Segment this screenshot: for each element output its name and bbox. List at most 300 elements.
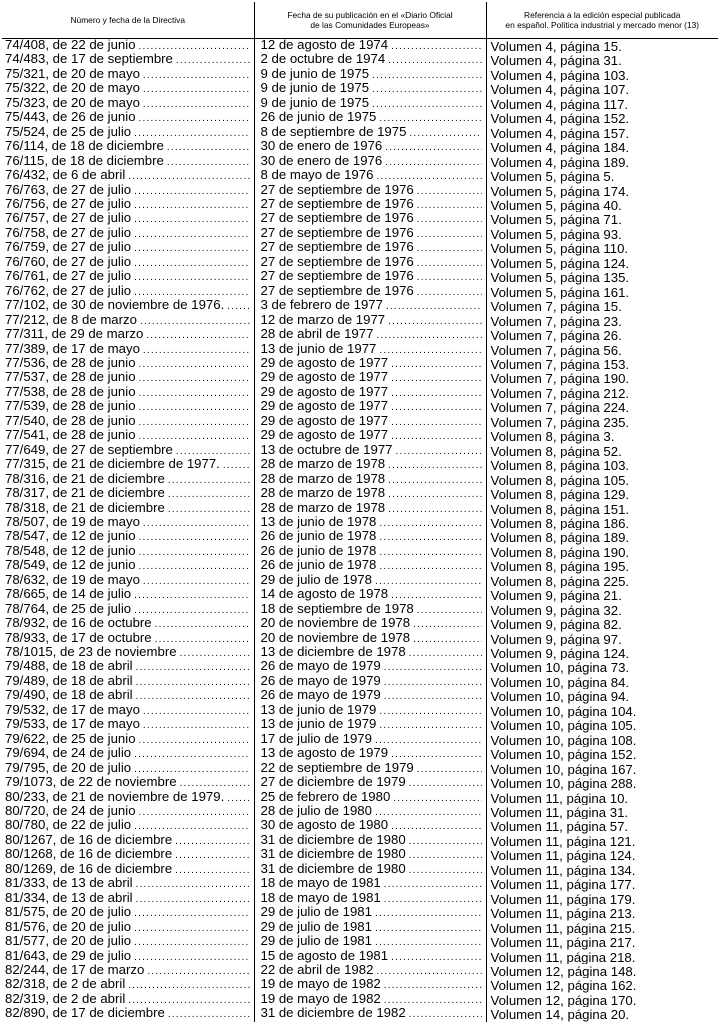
dot-leader (409, 865, 482, 877)
reference-text: Volumen 11, página 124. (490, 848, 636, 863)
publication-date-cell (254, 819, 486, 833)
dot-leader (176, 446, 250, 458)
directive-cell (2, 299, 254, 313)
dot-leader (388, 55, 481, 67)
reference-cell (486, 487, 718, 501)
table-row (2, 935, 718, 949)
dot-leader (136, 662, 250, 674)
reference-text: Volumen 8, página 190. (490, 544, 630, 560)
dot-leader (168, 489, 250, 501)
publication-date-text: 28 de marzo de 1978 (260, 472, 386, 486)
table-row (2, 617, 718, 631)
reference-cell (486, 574, 718, 588)
directive-text: 77/311, de 29 de marzo (5, 328, 144, 342)
directive-cell (2, 863, 254, 877)
reference-cell (486, 343, 718, 357)
reference-text: Volumen 4, página 157. (490, 125, 630, 141)
table-row (2, 415, 718, 429)
reference-text: Volumen 9, página 97. (490, 631, 622, 647)
reference-text: Volumen 8, página 195. (490, 559, 630, 574)
dot-leader (372, 70, 481, 82)
reference-cell (486, 314, 718, 328)
publication-date-text: 26 de mayo de 1979 (260, 660, 381, 674)
dot-leader (134, 258, 249, 270)
dot-leader (388, 316, 481, 328)
directive-cell (2, 155, 254, 169)
reference-cell (486, 502, 718, 516)
dot-leader (136, 894, 250, 906)
publication-date-cell (254, 386, 486, 400)
publication-date-text: 29 de agosto de 1977 (260, 400, 389, 414)
directive-text: 77/389, de 17 de mayo (5, 342, 140, 356)
publication-date-cell (254, 415, 486, 429)
publication-date-text: 18 de mayo de 1981 (260, 877, 381, 891)
reference-text: Volumen 11, página 215. (490, 920, 636, 936)
dot-leader (375, 937, 482, 949)
publication-date-text: 28 de abril de 1977 (260, 328, 374, 342)
dot-leader (376, 171, 481, 183)
table-row (2, 530, 718, 544)
dot-leader (417, 605, 482, 617)
directive-cell (2, 386, 254, 400)
publication-date-text: 28 de marzo de 1978 (260, 487, 386, 501)
table-row (2, 343, 718, 357)
dot-leader (384, 677, 482, 689)
publication-date-cell (254, 516, 486, 530)
publication-date-cell (254, 660, 486, 674)
reference-text: Volumen 7, página 153. (490, 356, 630, 372)
directive-text: 78/549, de 12 de junio (5, 559, 136, 573)
directive-cell (2, 1007, 254, 1021)
table-row (2, 588, 718, 602)
publication-date-cell (254, 574, 486, 588)
table-row (2, 848, 718, 862)
dot-leader (136, 879, 250, 891)
dot-leader (227, 301, 249, 313)
dot-leader (384, 894, 482, 906)
publication-date-cell (254, 140, 486, 154)
table-row (2, 256, 718, 270)
directive-cell (2, 530, 254, 544)
reference-cell (486, 39, 718, 54)
publication-date-text: 17 de julio de 1979 (260, 732, 372, 746)
table-body (2, 39, 718, 1022)
dot-leader (372, 84, 481, 96)
publication-date-cell (254, 111, 486, 125)
directive-text: 75/322, de 20 de mayo (5, 82, 140, 96)
dot-leader (167, 142, 250, 154)
reference-cell (486, 140, 718, 154)
reference-text: Volumen 5, página 71. (490, 212, 622, 227)
publication-date-text: 15 de agosto de 1981 (260, 949, 389, 963)
dot-leader (143, 706, 250, 718)
directive-text: 79/694, de 24 de julio (5, 747, 132, 761)
reference-text: Volumen 10, página 84. (490, 674, 630, 690)
directive-cell (2, 343, 254, 357)
directive-cell (2, 82, 254, 96)
reference-text: Volumen 10, página 108. (490, 732, 637, 748)
reference-cell (486, 444, 718, 458)
directive-cell (2, 545, 254, 559)
publication-date-text: 28 de marzo de 1978 (260, 458, 386, 472)
directive-cell (2, 357, 254, 371)
dot-leader (134, 952, 249, 964)
reference-cell (486, 588, 718, 602)
reference-text: Volumen 8, página 52. (490, 443, 622, 459)
publication-date-cell (254, 169, 486, 183)
publication-date-cell (254, 458, 486, 472)
directive-text: 80/780, de 22 de julio (5, 819, 132, 833)
directive-text: 76/761, de 27 de julio (5, 270, 132, 284)
reference-cell (486, 819, 718, 833)
reference-cell (486, 53, 718, 67)
directive-cell (2, 921, 254, 935)
dot-leader (155, 619, 250, 631)
table-row (2, 559, 718, 573)
reference-cell (486, 473, 718, 487)
reference-text: Volumen 4, página 189. (490, 154, 630, 170)
table-row (2, 111, 718, 125)
publication-date-cell (254, 921, 486, 935)
publication-date-cell (254, 53, 486, 67)
dot-leader (391, 590, 481, 602)
dot-leader (379, 561, 481, 573)
publication-date-cell (254, 834, 486, 848)
publication-date-cell (254, 906, 486, 920)
dot-leader (417, 258, 482, 270)
dot-leader (379, 720, 481, 732)
directive-text: 78/764, de 25 de julio (5, 602, 132, 616)
directive-cell (2, 371, 254, 385)
publication-date-cell (254, 473, 486, 487)
publication-date-text: 14 de agosto de 1978 (260, 588, 389, 602)
dot-leader (417, 229, 482, 241)
publication-date-text: 20 de noviembre de 1978 (260, 631, 411, 645)
header-reference-line-2: en español. Política industrial y mercado menor (13) (505, 20, 700, 30)
header-publication-line-2: de las Comunidades Europeas» (310, 20, 430, 30)
dot-leader (139, 807, 250, 819)
directive-cell (2, 603, 254, 617)
dot-leader (375, 576, 482, 588)
directive-cell (2, 473, 254, 487)
reference-text: Volumen 7, página 26. (490, 328, 622, 343)
publication-date-text: 13 de junio de 1979 (260, 718, 377, 732)
directive-text: 78/317, de 21 de diciembre (5, 487, 165, 501)
dot-leader (385, 157, 481, 169)
directive-cell (2, 285, 254, 299)
reference-cell (486, 632, 718, 646)
dot-leader (139, 532, 250, 544)
table-row (2, 212, 718, 226)
table-row (2, 487, 718, 501)
publication-date-cell (254, 588, 486, 602)
directive-cell (2, 632, 254, 646)
directive-text: 77/540, de 28 de junio (5, 414, 136, 428)
publication-date-cell (254, 805, 486, 819)
reference-text: Volumen 4, página 103. (490, 67, 630, 83)
directive-cell (2, 747, 254, 761)
reference-text: Volumen 9, página 124. (490, 646, 630, 661)
directive-text: 81/643, de 29 de julio (5, 949, 132, 963)
dot-leader (128, 171, 249, 183)
reference-text: Volumen 7, página 190. (490, 371, 630, 386)
reference-cell (486, 429, 718, 443)
dot-leader (388, 504, 481, 516)
directive-text: 76/763, de 27 de julio (5, 183, 132, 197)
directive-text: 77/538, de 28 de junio (5, 385, 136, 399)
table-row (2, 791, 718, 805)
publication-date-cell (254, 227, 486, 241)
dot-leader (388, 475, 481, 487)
table-row (2, 386, 718, 400)
publication-date-text: 22 de abril de 1982 (260, 964, 374, 977)
dot-leader (376, 966, 481, 978)
publication-date-text: 19 de mayo de 1982 (260, 992, 381, 1006)
dot-leader (391, 402, 481, 414)
dot-leader (134, 908, 249, 920)
dot-leader (128, 980, 249, 992)
dot-leader (409, 1009, 482, 1021)
table-row (2, 241, 718, 255)
dot-leader (391, 417, 481, 429)
reference-cell (486, 227, 718, 241)
publication-date-cell (254, 444, 486, 458)
publication-date-cell (254, 97, 486, 111)
reference-text: Volumen 9, página 82. (490, 617, 622, 632)
publication-date-cell (254, 184, 486, 198)
reference-text: Volumen 8, página 105. (490, 472, 630, 488)
reference-cell (486, 964, 718, 978)
reference-text: Volumen 10, página 105. (490, 718, 637, 733)
publication-date-cell (254, 429, 486, 443)
dot-leader (134, 821, 249, 833)
dot-leader (167, 157, 250, 169)
publication-date-text: 3 de febrero de 1977 (260, 299, 383, 313)
directive-cell (2, 877, 254, 891)
directive-text: 75/443, de 26 de junio (5, 111, 136, 125)
reference-text: Volumen 8, página 189. (490, 530, 630, 545)
reference-text: Volumen 11, página 218. (490, 949, 636, 964)
publication-date-text: 30 de agosto de 1980 (260, 819, 389, 833)
publication-date-cell (254, 762, 486, 776)
header-reference-line-1: Referencia a la edición especial publicada (524, 10, 681, 20)
reference-text: Volumen 7, página 56. (490, 342, 622, 357)
dot-leader (388, 489, 481, 501)
directive-text: 78/507, de 19 de mayo (5, 515, 140, 529)
dot-leader (128, 995, 249, 1007)
reference-text: Volumen 8, página 225. (490, 573, 630, 589)
publication-date-cell (254, 545, 486, 559)
table-row (2, 126, 718, 140)
dot-leader (385, 142, 481, 154)
reference-cell (486, 603, 718, 617)
dot-leader (391, 821, 481, 833)
publication-date-cell (254, 863, 486, 877)
directive-text: 81/577, de 20 de julio (5, 935, 132, 949)
directive-text: 77/537, de 28 de junio (5, 371, 136, 385)
dot-leader (134, 605, 249, 617)
dot-leader (386, 301, 482, 313)
directive-cell (2, 892, 254, 906)
dot-leader (143, 576, 250, 588)
reference-cell (486, 993, 718, 1007)
reference-cell (486, 718, 718, 732)
reference-text: Volumen 7, página 15. (490, 299, 622, 314)
directive-text: 79/489, de 18 de abril (5, 674, 133, 688)
publication-date-text: 13 de agosto de 1979 (260, 747, 389, 761)
directive-text: 81/576, de 20 de julio (5, 920, 132, 934)
dot-leader (417, 287, 482, 299)
directive-text: 82/244, de 17 de marzo (5, 964, 145, 977)
publication-date-cell (254, 1007, 486, 1021)
publication-date-cell (254, 776, 486, 790)
reference-text: Volumen 11, página 179. (490, 891, 636, 907)
publication-date-text: 8 de mayo de 1976 (260, 169, 374, 183)
dot-leader (139, 113, 250, 125)
directive-cell (2, 762, 254, 776)
publication-date-text: 29 de agosto de 1977 (260, 414, 389, 428)
table-row (2, 733, 718, 747)
directive-cell (2, 675, 254, 689)
dot-leader (227, 793, 249, 805)
table-row (2, 747, 718, 761)
reference-cell (486, 906, 718, 920)
directive-text: 79/488, de 18 de abril (5, 660, 133, 674)
publication-date-text: 26 de mayo de 1979 (260, 674, 381, 688)
dot-leader (146, 330, 249, 342)
reference-text: Volumen 5, página 40. (490, 197, 622, 213)
publication-date-text: 27 de septiembre de 1976 (260, 197, 414, 211)
directive-text: 82/890, de 17 de diciembre (5, 1007, 165, 1021)
reference-text: Volumen 7, página 23. (490, 313, 622, 329)
dot-leader (168, 475, 250, 487)
publication-date-text: 29 de julio de 1981 (260, 906, 372, 920)
directive-cell (2, 444, 254, 458)
publication-date-text: 31 de diciembre de 1980 (260, 848, 406, 862)
publication-date-text: 12 de marzo de 1977 (260, 313, 386, 327)
directive-text: 78/548, de 12 de junio (5, 544, 136, 558)
table-row (2, 502, 718, 516)
table-row (2, 270, 718, 284)
dot-leader (139, 417, 250, 429)
directive-text: 76/114, de 18 de diciembre (5, 140, 164, 154)
publication-date-cell (254, 314, 486, 328)
table-row (2, 458, 718, 472)
directive-cell (2, 53, 254, 67)
directive-cell (2, 487, 254, 501)
dot-leader (134, 937, 249, 949)
dot-leader (175, 865, 249, 877)
dot-leader (375, 923, 482, 935)
dot-leader (409, 128, 481, 140)
directive-cell (2, 718, 254, 732)
publication-date-text: 9 de junio de 1975 (260, 82, 370, 96)
reference-cell (486, 747, 718, 761)
table-row (2, 834, 718, 848)
dot-leader (143, 345, 250, 357)
reference-cell (486, 660, 718, 674)
publication-date-text: 31 de diciembre de 1982 (260, 1007, 406, 1021)
publication-date-cell (254, 704, 486, 718)
publication-date-cell (254, 791, 486, 805)
directive-cell (2, 111, 254, 125)
reference-text: Volumen 5, página 135. (490, 270, 630, 285)
reference-text: Volumen 5, página 93. (490, 226, 622, 242)
table-row (2, 603, 718, 617)
publication-date-cell (254, 689, 486, 703)
reference-text: Volumen 5, página 161. (490, 284, 630, 300)
directive-text: 75/323, de 20 de mayo (5, 96, 140, 110)
dot-leader (140, 316, 250, 328)
table-row (2, 155, 718, 169)
dot-leader (223, 460, 250, 472)
directive-text: 78/316, de 21 de diciembre (5, 472, 165, 486)
publication-date-text: 13 de junio de 1977 (260, 342, 377, 356)
reference-text: Volumen 10, página 167. (490, 761, 637, 777)
directive-cell (2, 906, 254, 920)
directive-text: 78/933, de 17 de octubre (5, 631, 152, 645)
publication-date-cell (254, 126, 486, 140)
directive-cell (2, 993, 254, 1007)
dot-leader (379, 547, 481, 559)
directive-text: 76/756, de 27 de julio (5, 197, 132, 211)
directive-text: 79/1073, de 22 de noviembre (5, 776, 177, 790)
directive-text: 81/575, de 20 de julio (5, 906, 132, 920)
publication-date-cell (254, 256, 486, 270)
directive-cell (2, 834, 254, 848)
dot-leader (384, 662, 482, 674)
reference-text: Volumen 10, página 94. (490, 689, 630, 704)
publication-date-text: 27 de septiembre de 1976 (260, 212, 414, 226)
directive-text: 77/102, de 30 de noviembre de 1976. (5, 299, 225, 313)
directive-text: 77/649, de 27 de septiembre (5, 443, 173, 457)
publication-date-cell (254, 892, 486, 906)
publication-date-text: 26 de mayo de 1979 (260, 689, 381, 703)
dot-leader (379, 518, 481, 530)
dot-leader (396, 446, 482, 458)
directive-text: 79/622, de 25 de junio (5, 732, 136, 746)
dot-leader (413, 634, 481, 646)
publication-date-text: 29 de julio de 1981 (260, 935, 372, 949)
reference-cell (486, 762, 718, 776)
directive-cell (2, 169, 254, 183)
reference-cell (486, 285, 718, 299)
publication-date-text: 31 de diciembre de 1980 (260, 833, 406, 847)
dot-leader (379, 706, 481, 718)
directive-text: 77/536, de 28 de junio (5, 356, 136, 370)
reference-text: Volumen 5, página 124. (490, 255, 630, 271)
reference-cell (486, 97, 718, 111)
reference-text: Volumen 4, página 152. (490, 111, 630, 126)
dot-leader (136, 677, 250, 689)
reference-cell (486, 458, 718, 472)
reference-cell (486, 892, 718, 906)
publication-date-cell (254, 617, 486, 631)
publication-date-cell (254, 675, 486, 689)
publication-date-text: 19 de mayo de 1982 (260, 978, 381, 992)
directive-text: 78/547, de 12 de junio (5, 530, 136, 544)
publication-date-cell (254, 718, 486, 732)
directive-cell (2, 660, 254, 674)
dot-leader (134, 287, 249, 299)
dot-leader (417, 186, 482, 198)
directive-cell (2, 574, 254, 588)
directive-text: 81/334, de 13 de abril (5, 891, 133, 905)
header-directive (2, 2, 254, 39)
publication-date-text: 29 de agosto de 1977 (260, 356, 389, 370)
dot-leader (134, 128, 249, 140)
publication-date-text: 13 de octubre de 1977 (260, 443, 393, 457)
